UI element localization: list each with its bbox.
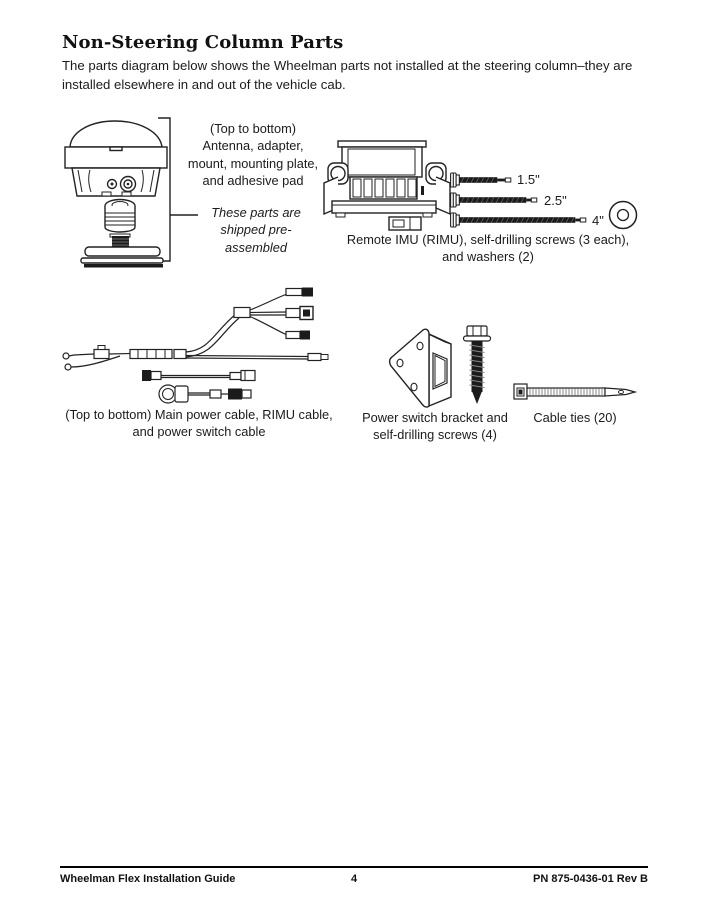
screw-2-5-drawing bbox=[450, 192, 538, 208]
page-title: Non-Steering Column Parts bbox=[62, 32, 344, 53]
self-drilling-screw-drawing bbox=[459, 324, 495, 406]
cables-caption: (Top to bottom) Main power cable, RIMU cable, and power switch cable bbox=[65, 407, 333, 440]
rimu-caption: Remote IMU (RIMU), self-drilling screws (3 each), and washers (2) bbox=[346, 232, 630, 265]
screw-length-label-1-5: 1.5" bbox=[517, 172, 540, 187]
remote-imu-drawing bbox=[323, 133, 451, 233]
footer-part-number: PN 875-0436-01 Rev B bbox=[533, 873, 648, 885]
screw-4-drawing bbox=[450, 212, 588, 228]
power-switch-bracket-caption: Power switch bracket and self-drilling screws (4) bbox=[362, 410, 508, 443]
antenna-assembly-drawing bbox=[60, 114, 200, 268]
cable-tie-drawing bbox=[512, 379, 637, 405]
page-footer bbox=[60, 866, 648, 885]
antenna-preassembled-note: These parts are shipped pre-assembled bbox=[211, 205, 301, 255]
antenna-parts-label: (Top to bottom) Antenna, adapter, mount, mounting plate, and adhesive pad bbox=[187, 121, 319, 188]
cables-drawing bbox=[58, 282, 333, 406]
intro-paragraph: The parts diagram below shows the Wheelman parts not installed at the steering column–they are installed elsewhere in and out of the vehicle cab. bbox=[62, 58, 633, 92]
cable-ties-caption: Cable ties (20) bbox=[533, 410, 617, 425]
screw-1-5-drawing bbox=[450, 172, 512, 188]
screw-length-label-2-5: 2.5" bbox=[544, 193, 567, 208]
washer-drawing bbox=[607, 199, 639, 231]
footer-page-number: 4 bbox=[350, 873, 358, 885]
footer-document-title: Wheelman Flex Installation Guide bbox=[60, 873, 236, 885]
screw-length-label-4: 4" bbox=[592, 213, 604, 228]
power-switch-bracket-drawing bbox=[383, 321, 461, 409]
